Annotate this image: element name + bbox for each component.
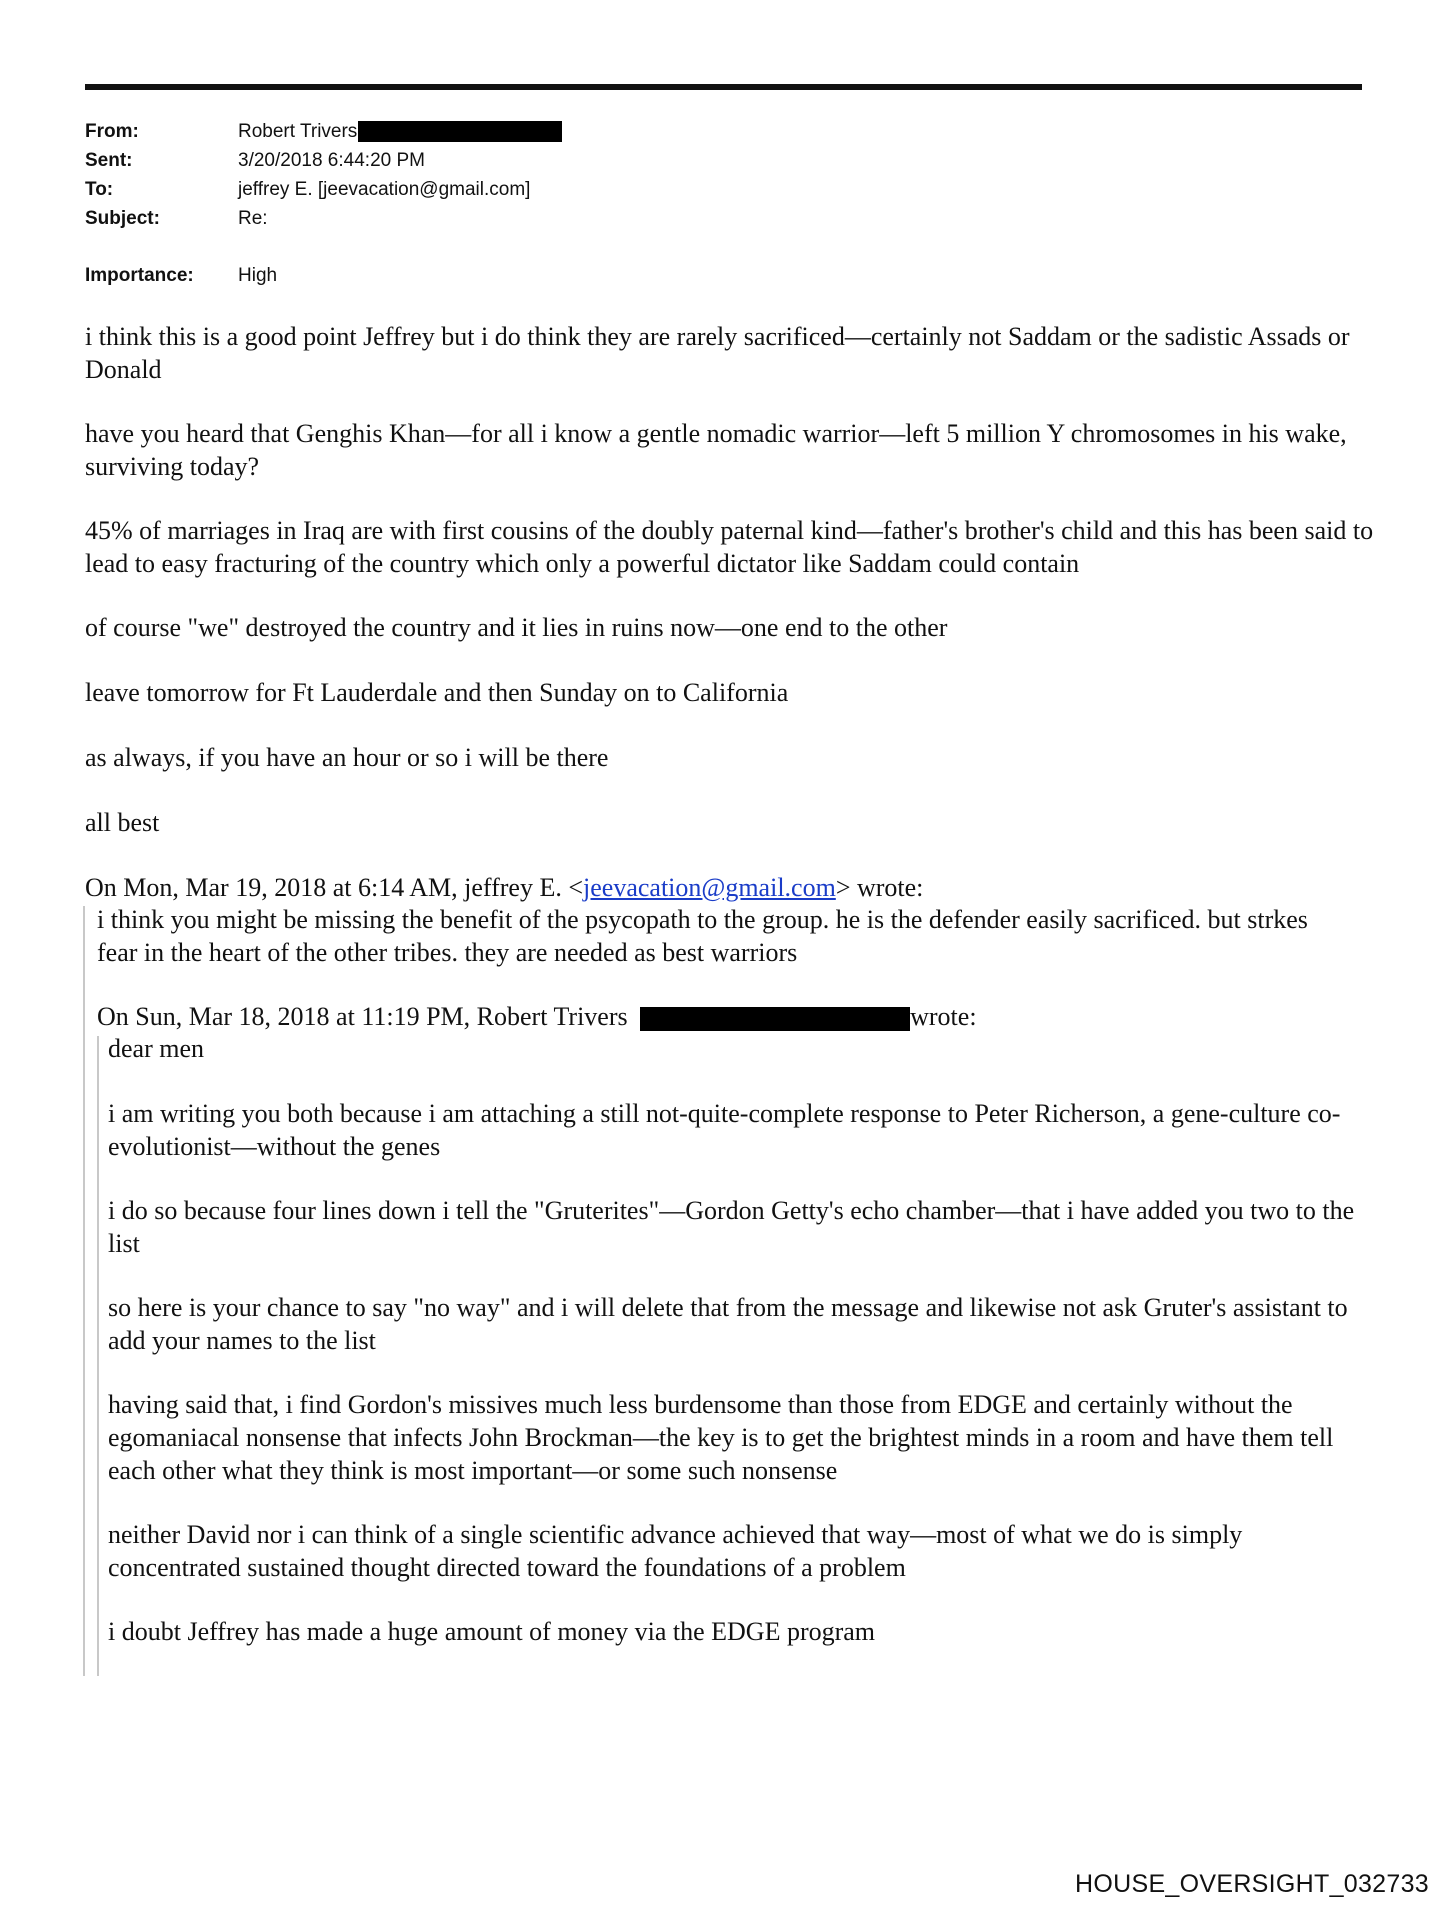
message-signoff: all best — [85, 808, 160, 837]
importance-value: High — [238, 265, 278, 286]
quote2-paragraph: neither David nor i can think of a single scientific advance achieved that way—most of what we do is simply concentrated sustained thought directed toward the foundations of a problem — [108, 1520, 1243, 1582]
attribution-text: wrote: — [910, 1002, 977, 1031]
to-value: jeffrey E. [jeevacation@gmail.com] — [238, 179, 531, 200]
quote1-bar — [83, 906, 85, 1676]
email-header — [85, 118, 785, 288]
message-paragraph: 45% of marriages in Iraq are with first cousins of the doubly paternal kind—father's brother's child and this has been said to lead to easy fracturing of the country which only a powerful dictator like Saddam could contain — [85, 516, 1374, 578]
quote2-bar — [97, 1036, 99, 1676]
attribution-text: On Sun, Mar 18, 2018 at 11:19 PM, Robert Trivers — [97, 1002, 628, 1031]
message-paragraph: as always, if you have an hour or so i will be there — [85, 743, 609, 772]
message-paragraph: have you heard that Genghis Khan—for all i know a gentle nomadic warrior—left 5 million Y chromosomes in his wake, surviving today? — [85, 419, 1347, 481]
quote2-paragraph: i doubt Jeffrey has made a huge amount of money via the EDGE program — [108, 1617, 876, 1646]
quote2-paragraph: having said that, i find Gordon's missives much less burdensome than those from EDGE and certainly without the egomaniacal nonsense that infects John Brockman—the key is to get the brightest minds in a room and have them tell each other what they think is most important—or some such nonsense — [108, 1390, 1334, 1485]
attribution-text: On Mon, Mar 19, 2018 at 6:14 AM, jeffrey E. < — [85, 873, 584, 902]
redaction-box — [640, 1007, 910, 1031]
from-value — [238, 118, 562, 146]
quote2-attribution — [97, 1000, 1347, 1033]
sent-label: Sent: — [85, 150, 133, 171]
from-label: From: — [85, 121, 139, 142]
message-paragraph: leave tomorrow for Ft Lauderdale and then Sunday on to California — [85, 678, 789, 707]
subject-label: Subject: — [85, 208, 160, 229]
quote1-body: i think you might be missing the benefit of the psycopath to the group. he is the defender easily sacrificed. but strkes fear in the heart of the other tribes. they are needed as best warriors — [97, 905, 1308, 967]
quote2-paragraph: i am writing you both because i am attaching a still not-quite-complete response to Peter Richerson, a gene-culture co-evolutionist—without the genes — [108, 1099, 1341, 1161]
from-name: Robert Trivers — [238, 121, 358, 142]
quote2-paragraph: i do so because four lines down i tell the "Gruterites"—Gordon Getty's echo chamber—that i have added you two to the list — [108, 1196, 1355, 1258]
quote2-greeting: dear men — [108, 1034, 205, 1063]
subject-value: Re: — [238, 208, 268, 229]
email-link[interactable]: jeevacation@gmail.com — [583, 873, 836, 902]
message-paragraph: of course "we" destroyed the country and it lies in ruins now—one end to the other — [85, 613, 948, 642]
top-rule — [85, 84, 1362, 90]
to-label: To: — [85, 179, 114, 200]
message-paragraph: i think this is a good point Jeffrey but i do think they are rarely sacrificed—certainly not Saddam or the sadistic Assads or Donald — [85, 322, 1350, 384]
sent-value: 3/20/2018 6:44:20 PM — [238, 150, 425, 171]
attribution-text: > wrote: — [835, 873, 924, 902]
importance-label: Importance: — [85, 265, 194, 286]
bates-number: HOUSE_OVERSIGHT_032733 — [1075, 1870, 1429, 1898]
redaction-box — [358, 121, 562, 142]
quote2-paragraph: so here is your chance to say "no way" and i will delete that from the message and likewise not ask Gruter's assistant to add your names to the list — [108, 1293, 1348, 1355]
quote1-attribution — [85, 871, 1375, 904]
